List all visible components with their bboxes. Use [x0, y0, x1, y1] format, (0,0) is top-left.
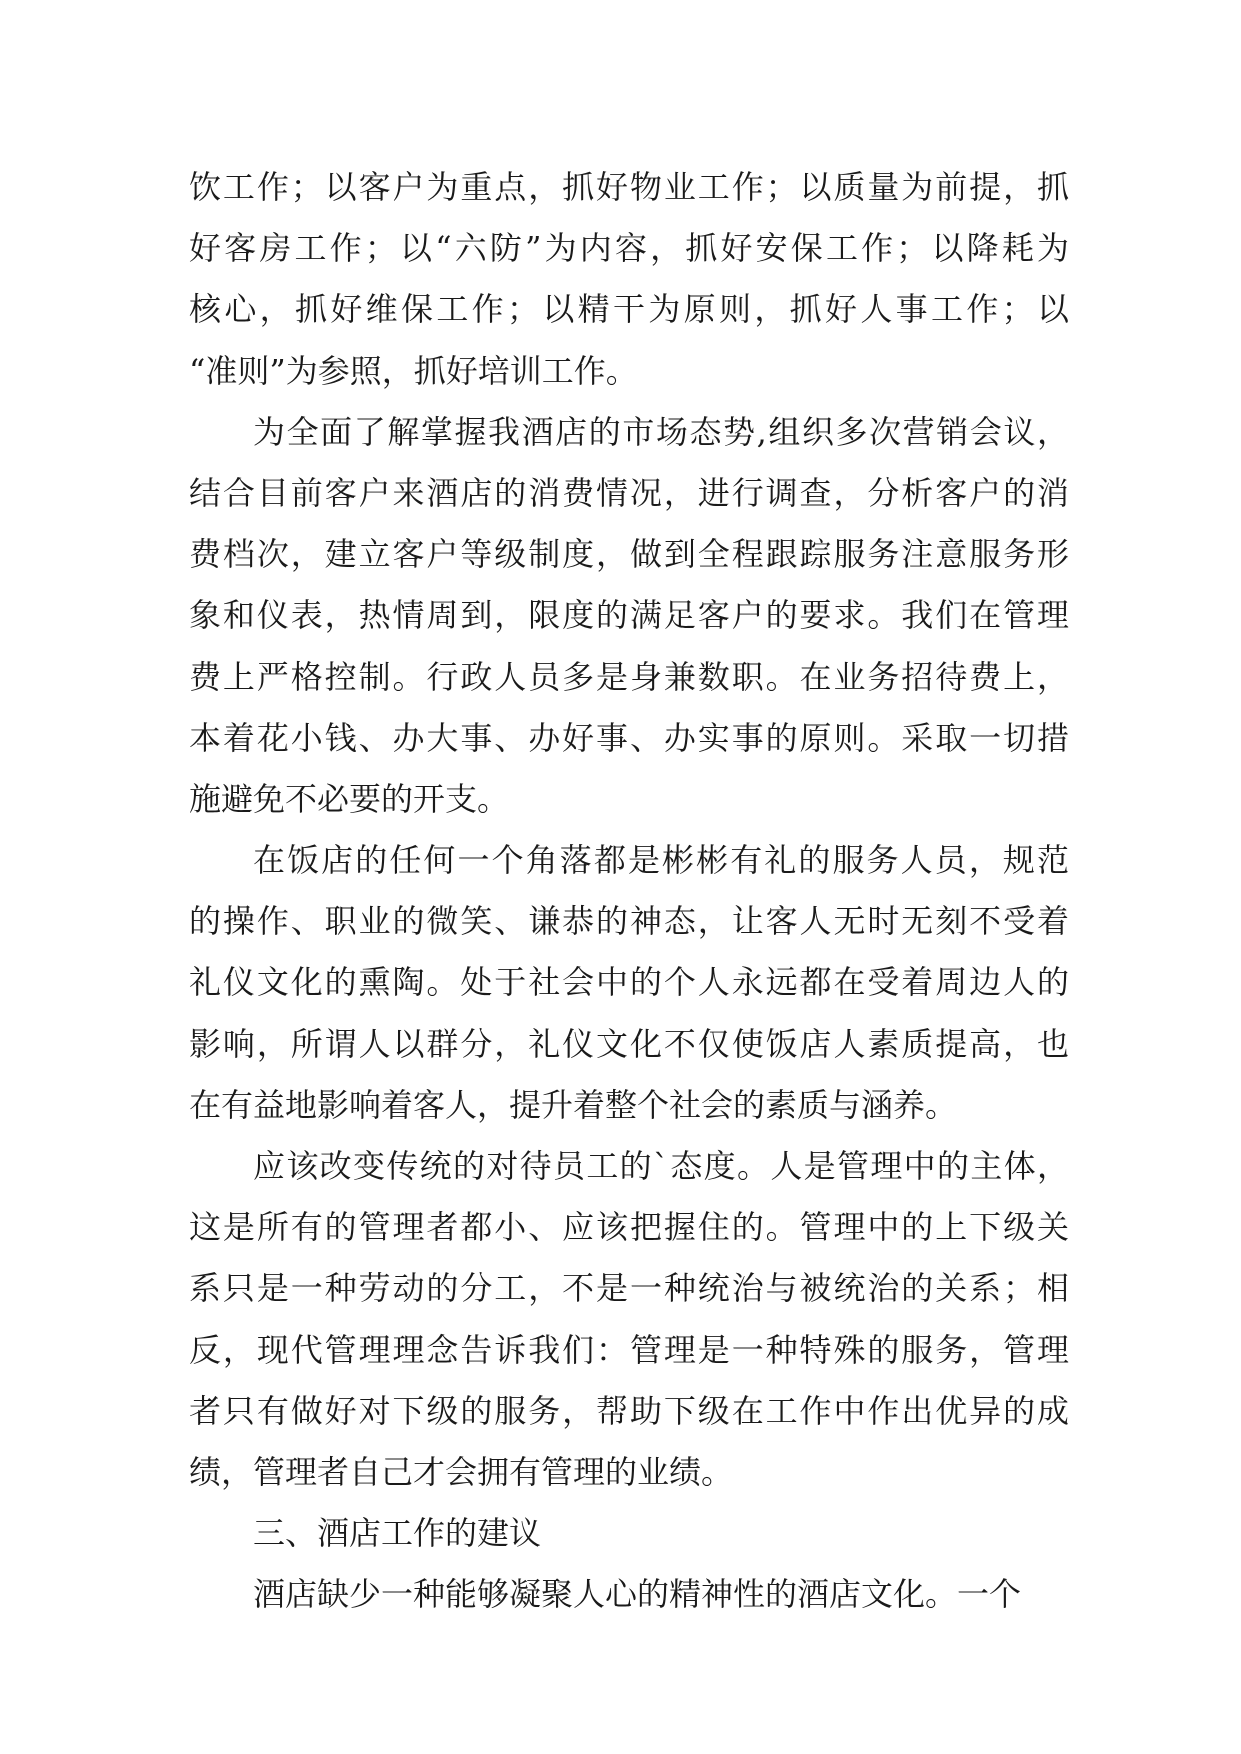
text-line: 的操作、职业的微笑、谦恭的神态，让客人无时无刻不受着: [189, 902, 1069, 941]
text-line: 者只有做好对下级的服务，帮助下级在工作中作出优异的成: [189, 1391, 1069, 1430]
text-line: 应该改变传统的对待员工的`态度。人是管理中的主体，: [253, 1147, 1069, 1185]
text-line: 系只是一种劳动的分工，不是一种统治与被统治的关系；相: [189, 1269, 1069, 1308]
text-line: “准则”为参照，抓好培训工作。: [189, 351, 638, 390]
text-line: 饮工作；以客户为重点，抓好物业工作；以质量为前提，抓: [189, 168, 1069, 206]
text-line: 反，现代管理理念告诉我们：管理是一种特殊的服务，管理: [189, 1330, 1069, 1369]
text-line: 礼仪文化的熏陶。处于社会中的个人永远都在受着周边人的: [189, 963, 1069, 1002]
text-line: 为全面了解掌握我酒店的市场态势,组织多次营销会议，: [253, 412, 1069, 451]
paragraph: [189, 1136, 1069, 1503]
text-line: 施避免不必要的开支。: [189, 779, 510, 818]
document-body: [189, 157, 1069, 1626]
section-heading: [189, 1503, 1069, 1564]
heading-line: 三、酒店工作的建议: [253, 1514, 542, 1553]
text-line: 在有益地影响着客人，提升着整个社会的素质与涵养。: [189, 1085, 958, 1124]
text-line: 这是所有的管理者都小、应该把握住的。管理中的上下级关: [189, 1208, 1069, 1247]
text-line: 费上严格控制。行政人员多是身兼数职。在业务招待费上，: [189, 657, 1069, 696]
paragraph: [189, 157, 1069, 402]
paragraph: [189, 1564, 1069, 1625]
text-line: 酒店缺少一种能够凝聚人心的精神性的酒店文化。一个: [253, 1575, 1022, 1614]
text-line: 本着花小钱、办大事、办好事、办实事的原则。采取一切措: [189, 718, 1069, 757]
text-line: 核心，抓好维保工作；以精干为原则，抓好人事工作；以: [189, 290, 1069, 329]
text-line: 绩，管理者自己才会拥有管理的业绩。: [189, 1452, 734, 1491]
text-line: 费档次，建立客户等级制度，做到全程跟踪服务注意服务形: [189, 535, 1069, 574]
text-line: 结合目前客户来酒店的消费情况，进行调查，分析客户的消: [189, 473, 1069, 512]
paragraph: [189, 402, 1069, 830]
text-line: 好客房工作；以“六防”为内容，抓好安保工作；以降耗为: [189, 229, 1069, 268]
text-line: 象和仪表，热情周到，限度的满足客户的要求。我们在管理: [189, 596, 1069, 635]
text-line: 在饭店的任何一个角落都是彬彬有礼的服务人员，规范: [253, 841, 1069, 880]
paragraph: [189, 830, 1069, 1136]
text-line: 影响，所谓人以群分，礼仪文化不仅使饭店人素质提高，也: [189, 1024, 1069, 1063]
